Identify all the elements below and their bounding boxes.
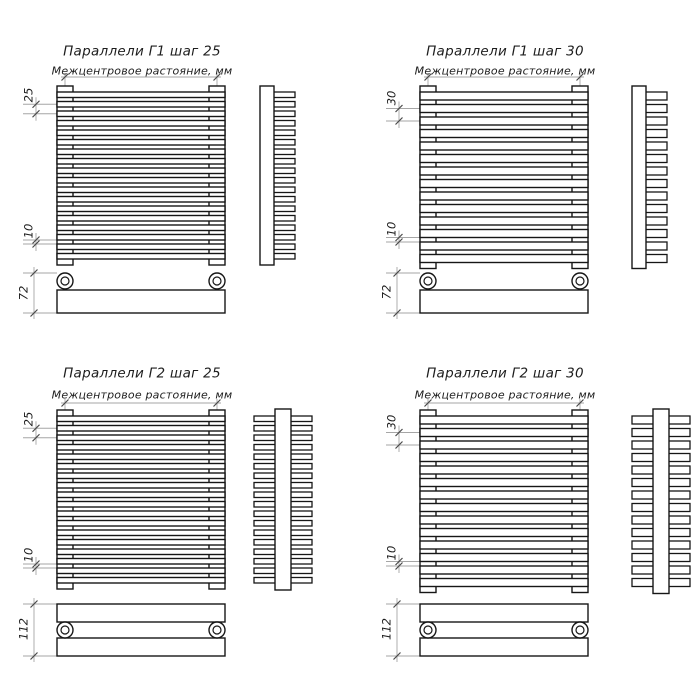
- panel-title: Параллели Г2 шаг 25: [63, 365, 221, 382]
- panel-title: Параллели Г1 шаг 30: [426, 43, 584, 60]
- bottom-view: [57, 604, 225, 656]
- side-view: [632, 86, 667, 269]
- side-view: [260, 86, 295, 265]
- dim-label-step: 25: [21, 411, 36, 427]
- dim-label-step: 25: [21, 87, 36, 103]
- bottom-view: [420, 273, 588, 313]
- dim-label-step: 30: [384, 414, 399, 430]
- panel-Г2-30: [386, 399, 690, 662]
- front-view: [57, 86, 225, 265]
- panel-title: Параллели Г1 шаг 25: [63, 43, 221, 60]
- bottom-view: [420, 604, 588, 656]
- panel-Г2-25: [23, 399, 312, 662]
- dim-label-height: 112: [379, 618, 394, 640]
- bottom-view: [57, 273, 225, 313]
- front-view: [420, 86, 588, 269]
- side-view: [254, 409, 312, 590]
- panel-subtitle: Межцентровое растояние, мм: [51, 388, 233, 402]
- side-view: [632, 409, 690, 594]
- panel-Г1-30: [386, 73, 667, 319]
- panel-subtitle: Межцентровое растояние, мм: [414, 388, 596, 402]
- dim-label-height: 72: [379, 284, 394, 300]
- dim-label-gap: 10: [384, 545, 399, 561]
- panel-subtitle: Межцентровое растояние, мм: [51, 64, 233, 78]
- dim-label-gap: 10: [21, 547, 36, 563]
- panel-Г1-25: [23, 73, 295, 319]
- dim-label-height: 72: [16, 285, 31, 301]
- dim-label-step: 30: [384, 90, 399, 106]
- panel-subtitle: Межцентровое растояние, мм: [414, 64, 596, 78]
- dim-label-gap: 10: [21, 223, 36, 239]
- dim-label-height: 112: [16, 618, 31, 640]
- front-view: [57, 410, 225, 589]
- front-view: [420, 410, 588, 593]
- panel-title: Параллели Г2 шаг 30: [426, 365, 584, 382]
- dim-label-gap: 10: [384, 221, 399, 237]
